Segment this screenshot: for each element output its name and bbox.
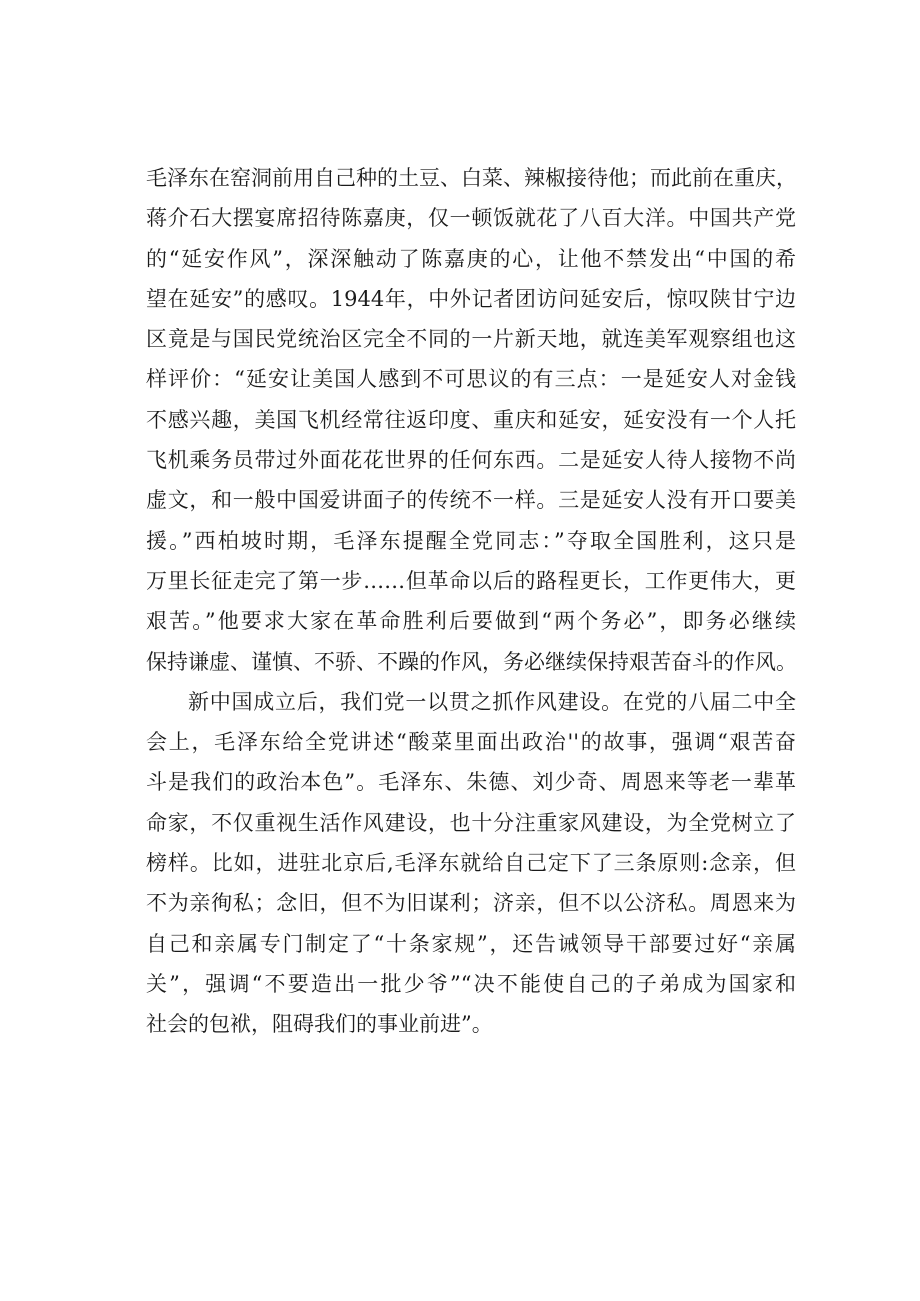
paragraph-2-line: 社会的包袱，阻碍我们的事业前进”。 bbox=[146, 1012, 493, 1037]
paragraph-1-line: 的“延安作风”，深深触动了陈嘉庚的心，让他不禁发出“中国的希 bbox=[146, 246, 796, 271]
paragraph-1-line: 毛泽东在窑洞前用自己种的土豆、白菜、辣椒接待他；而此前在重庆， bbox=[146, 166, 797, 190]
body-text bbox=[146, 158, 796, 1045]
paragraph-2-line: 命家，不仅重视生活作风建设，也十分注重家风建设，为全党树立了 bbox=[146, 810, 796, 835]
paragraph-1-line: 望在延安”的感叹。1944年，中外记者团访问延安后，惊叹陕甘宁边 bbox=[146, 286, 796, 311]
paragraph-2-line: 榜样。比如，进驻北京后,毛泽东就给自己定下了三条原则:念亲，但 bbox=[146, 851, 796, 876]
paragraph-1-line: 艰苦。”他要求大家在革命胜利后要做到“两个务必”，即务必继续 bbox=[146, 609, 796, 634]
paragraph-1-line: 样评价：“延安让美国人感到不可思议的有三点：一是延安人对金钱 bbox=[146, 367, 796, 392]
paragraph-2-line: 新中国成立后，我们党一以贯之抓作风建设。在党的八届二中全 bbox=[188, 689, 796, 714]
paragraph-2-line: 关”，强调“不要造出一批少爷”“决不能使自己的子弟成为国家和 bbox=[146, 971, 796, 996]
paragraph-1-line: 保持谦虚、谨慎、不骄、不躁的作风，务必继续保持艰苦奋斗的作风。 bbox=[146, 649, 797, 674]
paragraph-1-line: 蒋介石大摆宴席招待陈嘉庚，仅一顿饭就花了八百大洋。中国共产党 bbox=[146, 206, 796, 231]
paragraph-2-line: 自己和亲属专门制定了“十条家规”，还告诫领导干部要过好“亲属 bbox=[146, 931, 796, 956]
paragraph-2-line: 不为亲徇私；念旧，但不为旧谋利；济亲，但不以公济私。周恩来为 bbox=[146, 891, 796, 916]
paragraph-2-line: 会上，毛泽东给全党讲述“酸菜里面出政治''的故事，强调“艰苦奋 bbox=[146, 730, 796, 755]
paragraph-1-line: 虚文，和一般中国爱讲面子的传统不一样。三是延安人没有开口要美 bbox=[146, 488, 796, 513]
paragraph-1-line: 不感兴趣，美国飞机经常往返印度、重庆和延安，延安没有一个人托 bbox=[146, 407, 796, 432]
paragraph-2-line: 斗是我们的政治本色”。毛泽东、朱德、刘少奇、周恩来等老一辈革 bbox=[146, 770, 796, 795]
paragraph-1-line: 援。”西柏坡时期，毛泽东提醒全党同志：”夺取全国胜利，这只是 bbox=[146, 528, 796, 553]
paragraph-1-line: 万里长征走完了第一步……但革命以后的路程更长，工作更伟大，更 bbox=[146, 568, 796, 593]
paragraph-1-line: 飞机乘务员带过外面花花世界的任何东西。二是延安人待人接物不尚 bbox=[146, 448, 796, 473]
paragraph-1-line: 区竟是与国民党统治区完全不同的一片新天地，就连美军观察组也这 bbox=[146, 327, 796, 352]
